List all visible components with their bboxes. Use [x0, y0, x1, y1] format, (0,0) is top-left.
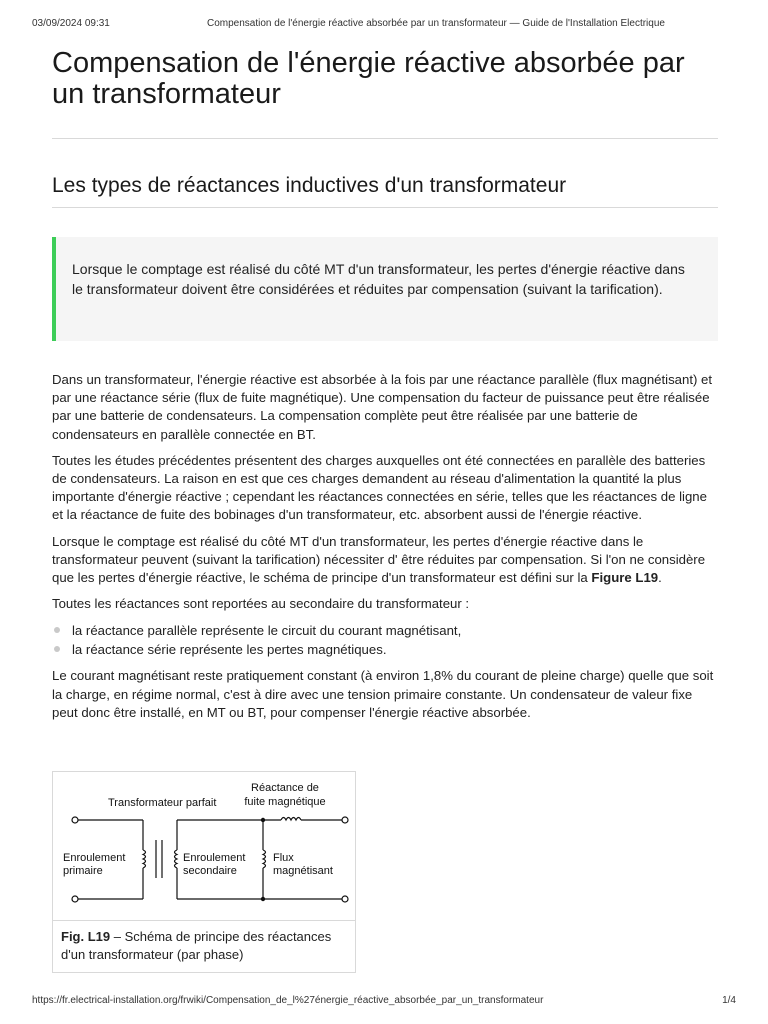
section-heading: Les types de réactances inductives d'un transformateur	[52, 173, 718, 208]
caption-text: – Schéma de principe des réactances d'un transformateur (par phase)	[61, 929, 332, 962]
label-transformer: Transformateur parfait	[108, 797, 217, 809]
article-content	[52, 48, 718, 730]
print-doc-title: Compensation de l'énergie réactive absorbée par un transformateur — Guide de l'Installation Electrique	[207, 18, 665, 29]
bullet-list	[52, 621, 718, 659]
label-flux-line1: Flux	[273, 852, 294, 864]
paragraph-end: .	[658, 570, 662, 586]
label-primary-line1: Enroulement	[63, 852, 126, 864]
paragraph-text: Lorsque le comptage est réalisé du côté MT d'un transformateur, les pertes d'énergie réactive dans le transformateur peuvent (suivant la tarification) nécessiter d' être réduites par compensation. Si l'on ne considère que les pertes d'énergie réactive, le schéma de principe d'un transformateur est défini sur la	[52, 533, 706, 586]
print-url: https://fr.electrical-installation.org/frwiki/Compensation_de_l%27énergie_réactive_absorbée_par_un_transformateur	[32, 995, 544, 1006]
paragraph	[52, 533, 718, 588]
label-flux-line2: magnétisant	[273, 865, 333, 877]
junction-top	[261, 818, 265, 822]
print-datetime: 03/09/2024 09:31	[32, 18, 110, 29]
magnetizing-coil	[263, 850, 266, 868]
figure-link[interactable]: Figure L19	[591, 570, 659, 586]
label-leak-line1: Réactance de	[251, 782, 319, 794]
body-text	[52, 371, 718, 722]
primary-terminal-bottom	[72, 896, 78, 902]
list-item: la réactance série représente les pertes magnétiques.	[52, 640, 718, 659]
label-secondary-line1: Enroulement	[183, 852, 246, 864]
print-footer	[32, 995, 736, 1006]
secondary-coil	[175, 850, 178, 868]
page-title: Compensation de l'énergie réactive absorbée par un transformateur	[52, 48, 718, 139]
list-item: la réactance parallèle représente le circuit du courant magnétisant,	[52, 621, 718, 640]
transformer-diagram	[53, 772, 355, 920]
junction-bottom	[261, 897, 265, 901]
figure-caption	[53, 920, 355, 972]
secondary-terminal-top	[342, 817, 348, 823]
callout-box: Lorsque le comptage est réalisé du côté MT d'un transformateur, les pertes d'énergie réactive dans le transformateur doivent être considérées et réduites par compensation (suivant la tarification).	[52, 237, 718, 341]
paragraph: Toutes les réactances sont reportées au secondaire du transformateur :	[52, 596, 470, 612]
figure-l19	[52, 771, 356, 973]
paragraph: Dans un transformateur, l'énergie réactive est absorbée à la fois par une réactance parallèle (flux magnétisant) et par une réactance série (flux de fuite magnétique). Une compensation du facteur de puissance peut être réalisée par une batterie de condensateurs. La compensation complète peut être réalisée par une batterie de condensateurs en parallèle connectée en BT.	[52, 372, 713, 442]
paragraph: Toutes les études précédentes présentent des charges auxquelles ont été connectées en parallèle des batteries de condensateurs. La raison en est que ces charges demandent au réseau d'alimentation la quantité la plus importante d'énergie réactive ; cependant les réactances connectées en série, telles que les réactances de ligne et la réactance de fuite des bobinages d'un transformateur, etc. absorbent aussi de l'énergie réactive.	[52, 452, 707, 523]
paragraph: Le courant magnétisant reste pratiquement constant (à environ 1,8% du courant de pleine charge) quelle que soit la charge, en régime normal, c'est à dire avec une tension primaire constante. Un condensateur de valeur fixe peut donc être installé, en MT ou BT, pour compenser l'énergie réactive absorbée.	[52, 668, 714, 720]
print-page-number: 1/4	[722, 995, 736, 1006]
primary-coil	[143, 850, 146, 868]
primary-terminal-top	[72, 817, 78, 823]
label-secondary-line2: secondaire	[183, 865, 237, 877]
print-header	[32, 18, 736, 29]
leakage-coil	[281, 818, 301, 821]
label-leak-line2: fuite magnétique	[244, 796, 326, 808]
caption-label: Fig. L19	[61, 929, 111, 944]
secondary-terminal-bottom	[342, 896, 348, 902]
label-primary-line2: primaire	[63, 865, 103, 877]
